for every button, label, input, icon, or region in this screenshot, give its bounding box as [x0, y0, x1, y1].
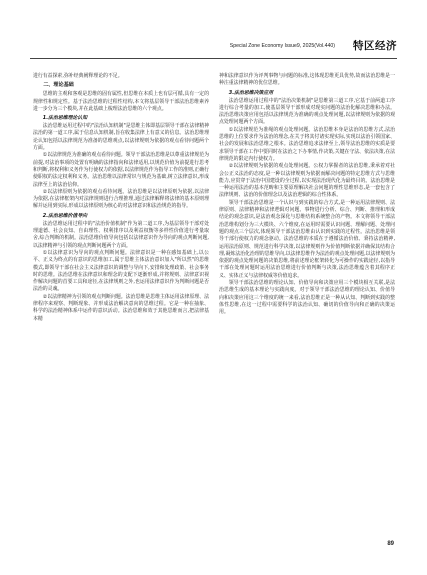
left-column — [33, 73, 209, 323]
subsection-heading: 2.法治思维价值导向 — [42, 212, 88, 219]
paragraph: ②以法律规则为依据的观点处理问题。公权力掌握者的法治思维,秉承着对社会公正义法治的态度,是一种以法律规则为依据而解决问题的特定思维方式与思维能力,应贯穿于法治中国建设的全过程,以实现法治现代化为最终目的。法治思维是一种运用法治的基本范畴和主要原理解决社会问题的理性思维形态,是一套包含了法律规则、法治的价值理念以及法治逻辑的综合性体系。 — [219, 163, 395, 199]
right-column — [219, 73, 395, 317]
paragraph: 思维的主观和客观是思维的固有属性,但思维在本质上也有层可循,具有一定的规律性和规定性。基于法治思维的过程性结构,本文将基层领导干部法治思维素养进一步分为三个模块,并在此基础上梳理法治思维的六个观点。 — [33, 91, 209, 112]
page-header — [30, 38, 397, 56]
paragraph: ①以法律规范为准确的观点看待问题。领导干部法治思维是以尊重法律规范为前提,对法治事项的处置有明确的法律指向和法律适用,以规范价值为前提进行思考和判断,将权利和义务作为行使权力的依据,以法律规范作为指导工作的准则,正确行使职权的法定权利和义务。法治思维以法律常识与规范为基础,树立法律意识,形成法律至上的法治信仰。 — [33, 152, 209, 188]
journal-logo: 特区经济 — [353, 40, 397, 52]
paragraph: ②以法律原则为依据的观点看待问题。法治思维是以法律原则为依据,以法律为依据,在法律框架内对法律规则进行合理推理,通过法律解释将法律的基本原则理解并运用到实际,形成以法律原则为核心的对法律意识和法治规范的指导。 — [33, 188, 209, 210]
paragraph: ②以法律精神为引领的观点判断问题。法治思维是思维主体运用法律原理、法律程序来观察、判断现象、并形成法治解决意向的思维过程。它是一种在抽象、科学的法治精神体系中运作的意识活动。法治思维和效于其他思维而言,把法律基本精 — [33, 293, 209, 322]
journal-issue-info: Special Zone Economy Issue9, 2025(Vol.440) — [229, 43, 335, 49]
paragraph: 神和法律意识作为评判事物与问题的标准,这体现思维更具优势,故而法治思维是一种注重法律精神的优位思维。 — [219, 73, 395, 87]
subsection-heading: 3.法治思维决策应用 — [228, 89, 274, 96]
header-divider — [30, 58, 397, 59]
section-heading: 二、理论基础 — [43, 82, 74, 89]
paragraph: 领导干部法治思维是一个认识与到实践的综合方式,是一种运用法律规则、法律原则、法律精神和法律逻辑对问题、事物进行分析、综合、判断、推理和形成结论的观念意识,是法治观念深化与思维结构系统整合的产物。本文将领导干部法治思维构划分为三大模块、六个维度,在运用时需要认识问题、理解问题、处理问题的观点三个层次,体现领导干部法治思维由认识到实践的过程性。法治思维是领导干部行使权力的观念驱动。法治思维的本质在于遵循法治价值、秉持法治精神,运用法治原则、规范进行科学决策,以法律规则作为价值判断依据并确保其结构合理,凝炼法治化治理的思维导向,以法律思维作为法治的观点处理问题,以法律规则为依据的观点处理问题的决策思维,将前述理论框架转化为可操作的实践途径,以指导干部在处理问题时运用法治思维进行价值判断与决策,法治思维蕴含着其程序正义、实体正义与法律权威等价值追求。 — [219, 199, 395, 279]
paragraph: ①以法律规范为准绳的观点处理问题。法治思维本身是法治的思维方式,法治思维的上位要求作为法治的理念,在关于将其付诸实现实际,实现以法治引领国家、社会的发展和法治思维之根本。法治思维追求法律至上,领导法治思维的实质是要求领导干部在工作中要同时在法治之下办事情,作决策,关键在守法、依法决策,在法律规范的限定内行使权力。 — [219, 126, 395, 162]
paragraph: 法治思维运用过程中的"法治价值机制"作为第二道工序,为基层领导干部对处理道德、社会良知、自由理性、权利排序以及利益权衡等多样性价值进行考量取舍,综合判断的机制。法治思维价值导向包括以法律意识作为导向的观点判断问题,以法律精神与引领的观点判断问题两个方面。 — [33, 220, 209, 249]
paragraph: ①以法律意识为导向的观点判断问题。法律意识是一种在感知基础上,以公平、正义为终点的有意识的思维加工,属于思维主体法治意识加入"所以然"的思维模式,即领导干部在社会主义法律意识的调整与导向下,安排和处理政策、社会事务时的思维。法治思维在法律意识和理念的支配下逐渐形成,并将规则、法律意识视作解决问题的首要工具和途径,在法律规则之外,也运用法律意识作为判断问题是否法治的灵魂。 — [33, 249, 209, 293]
paragraph: 领导干部法治思维的理论认知、价值导向和决策应用三个模块相互关联,是法治思维生成的基本理论与实践向度。对于领导干部法治思维的理论认知、价值导向和决策应用这三个维度的统一来看,法治思维正是一种从认知、判断到实践的整体性思维,在这一过程中需要科学的法治认知、确切的价值导向和正确的决策运用。 — [219, 280, 395, 316]
paragraph: 法治思维运用过程中的"法治认知机制"是思维主体即基层领导干部在法律精神法治的第一道工序,属于信息认知机制,旨在收集法律上有意义的信息。法治思维理论认知包括以法律规范为准备的思维观点,以法律规则为依据的观点看待问题两个方面。 — [33, 123, 209, 152]
subsection-heading: 1.法治思维理论认知 — [42, 115, 88, 122]
paragraph: 法治思维运用过程中的"法治决策机制"是思维第三道工序,它基于前两道工序进行综合考量的加工,使基层领导干部形成对现实问题的法治化解决思维和办法。法治思维决策应用包括以法律规范为准确的观点处理问题,以法律规则为依据的观点处理问题两个方面。 — [219, 97, 395, 126]
page-number: 89 — [387, 541, 394, 547]
paragraph: 进行有益探索,弥补经典阐释理论的不足。 — [33, 73, 123, 79]
